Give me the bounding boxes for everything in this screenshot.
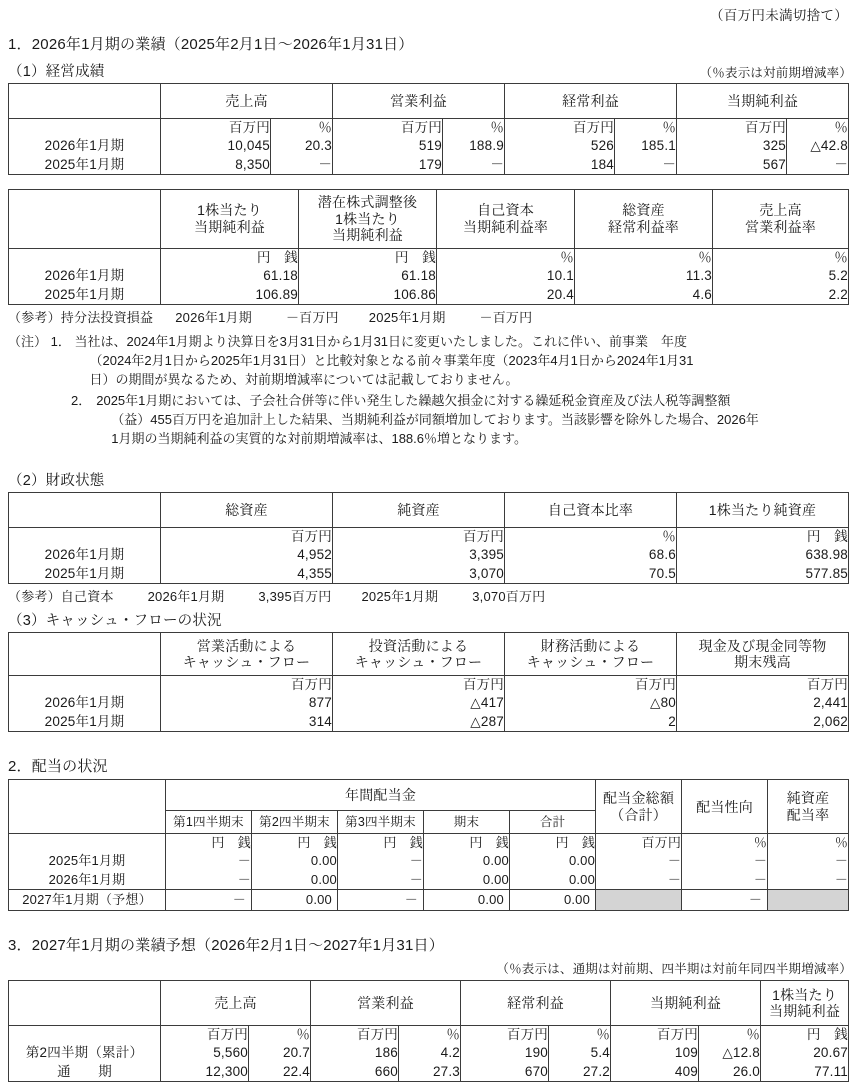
col-header-diluted-eps-line2: 1株当たり (299, 211, 436, 228)
table-financial-position (8, 492, 849, 584)
row-label-fy2025: 2025年1月期 (9, 564, 161, 584)
row-label-fy2026: 2026年1月期 (9, 545, 161, 564)
cell-op-amount-2025: 179 (333, 155, 443, 175)
section1-sub1-heading: （1）経営成績 (8, 60, 104, 81)
section1-sub3-heading: （3）キャッシュ・フローの状況 (8, 609, 858, 630)
cell-operating-margin-2026: 5.2 (713, 266, 849, 285)
cell-equity-ratio-2025: 70.5 (505, 564, 677, 584)
col-header-year-end: 期末 (424, 811, 510, 834)
col-header-sales: 売上高 (161, 981, 311, 1026)
table-row (9, 870, 849, 890)
unit-op-amount: 百万円 (333, 119, 443, 137)
cell-q3-2026: － (338, 870, 424, 890)
equity-reference (8, 586, 858, 605)
unit-eps: 円 銭 (761, 1026, 849, 1044)
cell-net-amount-2025: 567 (677, 155, 787, 175)
cell-cash-balance-2026: 2,441 (677, 693, 849, 712)
col-header-annual-dividend: 年間配当金 (166, 780, 596, 811)
row-label-fy2025: 2025年1月期 (9, 155, 161, 175)
unit-roe: ％ (437, 249, 575, 267)
cell-total-dividends-2025: － (596, 851, 682, 870)
cell-q3-2027: － (338, 890, 424, 911)
cell-financing-cf-2026: △80 (505, 693, 677, 712)
section1-heading: 1．2026年1月期の業績（2025年2月1日～2026年1月31日） (8, 33, 858, 54)
cell-sales-pct-h1: 20.7 (249, 1043, 311, 1062)
table-row (9, 545, 849, 564)
unit-bps: 円 銭 (677, 528, 849, 546)
section1-sub1-note: （％表示は対前期増減率） (700, 63, 858, 81)
col-header-eps (161, 190, 299, 249)
note-1-line2: （2024年2月1日から2025年1月31日）と比較対象となる前々事業年度（2023年4月1日から2024年1月31 (75, 351, 858, 370)
equity-ref-value1: 3,395百万円 (258, 589, 331, 604)
col-header-operating-margin-line2: 営業利益率 (713, 219, 848, 236)
cell-op-amount-h1: 186 (311, 1043, 399, 1062)
unit-ord-pct: ％ (549, 1026, 611, 1044)
unit-row (9, 528, 849, 546)
table-row (9, 1062, 849, 1082)
unit-dividend-on-equity: ％ (768, 834, 849, 852)
financial-summary-page (0, 4, 858, 1028)
unit-equity-ratio: ％ (505, 528, 677, 546)
cell-total-2025: 0.00 (510, 851, 596, 870)
table-row (9, 693, 849, 712)
row-label-h1-cumulative: 第2四半期（累計） (9, 1043, 161, 1062)
table-header-row-top (9, 780, 849, 811)
cell-payout-ratio-2026: － (682, 870, 768, 890)
col-header-roa-line2: 経常利益率 (575, 219, 712, 236)
cell-ord-pct-2026: 185.1 (615, 136, 677, 155)
col-header-net-profit: 当期純利益 (677, 84, 849, 119)
col-header-bps: 1株当たり純資産 (677, 493, 849, 528)
cell-q2-2025: 0.00 (252, 851, 338, 870)
col-header-financing-cf (505, 633, 677, 676)
unit-net-pct: ％ (699, 1026, 761, 1044)
col-header-total-assets: 総資産 (161, 493, 333, 528)
equity-method-period1: 2026年1月期 (175, 310, 252, 325)
col-header-cash-balance (677, 633, 849, 676)
col-header-operating-margin-line1: 売上高 (713, 202, 848, 219)
unit-q2: 円 銭 (252, 834, 338, 852)
unit-row (9, 676, 849, 694)
cell-op-amount-2026: 519 (333, 136, 443, 155)
equity-method-prefix: （参考）持分法投資損益 (8, 310, 153, 325)
corner-cell (9, 190, 161, 249)
cell-eps-h1: 20.67 (761, 1043, 849, 1062)
unit-row-label-blank (9, 119, 161, 137)
cell-operating-cf-2026: 877 (161, 693, 333, 712)
col-header-financing-cf-line1: 財務活動による (505, 638, 676, 655)
col-header-operating-cf-line1: 営業活動による (161, 638, 332, 655)
row-label-fy2026: 2026年1月期 (9, 693, 161, 712)
cell-roe-2025: 20.4 (437, 285, 575, 305)
col-header-eps-line2: 当期純利益 (761, 1003, 848, 1020)
unit-row-label-blank (9, 528, 161, 546)
table-row (9, 155, 849, 175)
cell-total-dividends-2027-shaded (596, 890, 682, 911)
cell-net-amount-2026: 325 (677, 136, 787, 155)
col-header-eps (761, 981, 849, 1026)
cell-net-amount-fy: 409 (611, 1062, 699, 1082)
unit-op-pct: ％ (443, 119, 505, 137)
cell-diluted-eps-2026: 61.18 (299, 266, 437, 285)
equity-ref-prefix: （参考）自己資本 (8, 589, 114, 604)
row-label-fy2026: 2026年1月期 (9, 266, 161, 285)
unit-net-pct: ％ (787, 119, 849, 137)
cell-bps-2026: 638.98 (677, 545, 849, 564)
col-header-cash-balance-line1: 現金及び現金同等物 (677, 638, 848, 655)
col-header-dividend-on-equity (768, 780, 849, 834)
section1-sub2-heading: （2）財政状態 (8, 469, 858, 490)
unit-row-label-blank (9, 249, 161, 267)
table-forecast (8, 980, 849, 1082)
col-header-operating-cf-line2: キャッシュ・フロー (161, 654, 332, 671)
equity-ref-period1: 2026年1月期 (148, 589, 225, 604)
cell-sales-amount-2025: 8,350 (161, 155, 271, 175)
col-header-eps-line1: 1株当たり (161, 202, 298, 219)
table-header-row (9, 981, 849, 1026)
cell-roa-2025: 4.6 (575, 285, 713, 305)
row-label-fy2025: 2025年1月期 (9, 285, 161, 305)
cell-total-assets-2025: 4,355 (161, 564, 333, 584)
col-header-q1: 第1四半期末 (166, 811, 252, 834)
cell-ord-amount-2025: 184 (505, 155, 615, 175)
cell-bps-2025: 577.85 (677, 564, 849, 584)
col-header-operating-margin (713, 190, 849, 249)
col-header-investing-cf (333, 633, 505, 676)
unit-investing-cf: 百万円 (333, 676, 505, 694)
corner-cell (9, 84, 161, 119)
col-header-total-dividends (596, 780, 682, 834)
unit-year-end: 円 銭 (424, 834, 510, 852)
cell-sales-amount-2026: 10,045 (161, 136, 271, 155)
col-header-diluted-eps-line1: 潜在株式調整後 (299, 194, 436, 211)
cell-net-pct-h1: △12.8 (699, 1043, 761, 1062)
cell-op-pct-fy: 27.3 (399, 1062, 461, 1082)
cell-eps-fy: 77.11 (761, 1062, 849, 1082)
col-header-financing-cf-line2: キャッシュ・フロー (505, 654, 676, 671)
unit-row (9, 834, 849, 852)
unit-row (9, 249, 849, 267)
note-2-number: 2． (71, 391, 91, 449)
col-header-cash-balance-line2: 期末残高 (677, 654, 848, 671)
col-header-ordinary-profit: 経常利益 (461, 981, 611, 1026)
unit-payout-ratio: ％ (682, 834, 768, 852)
col-header-diluted-eps (299, 190, 437, 249)
rounding-note: （百万円未満切捨て） (0, 4, 858, 24)
unit-operating-cf: 百万円 (161, 676, 333, 694)
note-1-line3: 日）の期間が異なるため、対前期増減率については記載しておりません。 (75, 370, 858, 389)
note-2-line1: 2025年1月期においては、子会社合併等に伴い発生した繰越欠損金に対する繰延税金資産及び法人税等調整額 (96, 391, 858, 410)
row-label-full-year: 通 期 (9, 1062, 161, 1082)
table-header-row (9, 493, 849, 528)
col-header-q3: 第3四半期末 (338, 811, 424, 834)
note-item (8, 332, 858, 390)
row-label-fy2027-forecast: 2027年1月期（予想） (9, 890, 166, 911)
unit-sales-amount: 百万円 (161, 119, 271, 137)
corner-cell (9, 981, 161, 1026)
cell-cash-balance-2025: 2,062 (677, 712, 849, 732)
unit-diluted-eps: 円 銭 (299, 249, 437, 267)
unit-total-assets: 百万円 (161, 528, 333, 546)
table-header-row (9, 190, 849, 249)
equity-method-value2: －百万円 (480, 310, 533, 325)
unit-eps: 円 銭 (161, 249, 299, 267)
cell-ord-amount-h1: 190 (461, 1043, 549, 1062)
cell-sales-pct-2026: 20.3 (271, 136, 333, 155)
cell-q1-2025: － (166, 851, 252, 870)
cell-roe-2026: 10.1 (437, 266, 575, 285)
cell-total-assets-2026: 4,952 (161, 545, 333, 564)
cell-financing-cf-2025: 2 (505, 712, 677, 732)
table-row (9, 1043, 849, 1062)
table-header-row (9, 633, 849, 676)
col-header-ordinary-profit: 経常利益 (505, 84, 677, 119)
equity-ref-value2: 3,070百万円 (472, 589, 545, 604)
cell-ord-amount-2026: 526 (505, 136, 615, 155)
table-operating-results (8, 83, 849, 175)
cell-op-amount-fy: 660 (311, 1062, 399, 1082)
section3-note: （％表示は、通期は対前期、四半期は対前年同四半期増減率） (0, 959, 858, 977)
cell-ord-pct-h1: 5.4 (549, 1043, 611, 1062)
cell-payout-ratio-2025: － (682, 851, 768, 870)
col-header-investing-cf-line2: キャッシュ・フロー (333, 654, 504, 671)
table-row-forecast (9, 890, 849, 911)
table-cash-flow (8, 632, 849, 732)
note-2-body (91, 391, 858, 449)
unit-ord-amount: 百万円 (505, 119, 615, 137)
table-row (9, 564, 849, 584)
notes-block (8, 332, 858, 448)
cell-net-assets-2026: 3,395 (333, 545, 505, 564)
note-item (71, 391, 858, 449)
unit-q3: 円 銭 (338, 834, 424, 852)
cell-operating-cf-2025: 314 (161, 712, 333, 732)
corner-cell (9, 780, 166, 834)
unit-ord-pct: ％ (615, 119, 677, 137)
col-header-roe-line1: 自己資本 (437, 202, 574, 219)
unit-operating-margin: ％ (713, 249, 849, 267)
cell-total-2026: 0.00 (510, 870, 596, 890)
notes-label: （注） 1． (8, 332, 75, 390)
col-header-q2: 第2四半期末 (252, 811, 338, 834)
unit-op-pct: ％ (399, 1026, 461, 1044)
note-2-line3: 1月期の当期純利益の実質的な対前期増減率は、188.6％増となります。 (96, 429, 858, 448)
unit-sales-amount: 百万円 (161, 1026, 249, 1044)
note-1-body (75, 332, 858, 390)
cell-year-end-2025: 0.00 (424, 851, 510, 870)
section2-heading: 2．配当の状況 (8, 755, 858, 776)
col-header-eps-line1: 1株当たり (761, 987, 848, 1004)
cell-sales-amount-h1: 5,560 (161, 1043, 249, 1062)
unit-op-amount: 百万円 (311, 1026, 399, 1044)
cell-roa-2026: 11.3 (575, 266, 713, 285)
cell-net-assets-2025: 3,070 (333, 564, 505, 584)
cell-dividend-on-equity-2027-shaded (768, 890, 849, 911)
col-header-dividend-on-equity-line2: 配当率 (768, 807, 848, 824)
cell-op-pct-h1: 4.2 (399, 1043, 461, 1062)
cell-sales-amount-fy: 12,300 (161, 1062, 249, 1082)
col-header-payout-ratio: 配当性向 (682, 780, 768, 834)
col-header-total: 合計 (510, 811, 596, 834)
unit-net-amount: 百万円 (677, 119, 787, 137)
unit-net-amount: 百万円 (611, 1026, 699, 1044)
col-header-operating-profit: 営業利益 (333, 84, 505, 119)
cell-payout-ratio-2027: － (682, 890, 768, 911)
table-row (9, 712, 849, 732)
unit-total: 円 銭 (510, 834, 596, 852)
cell-q2-2027: 0.00 (252, 890, 338, 911)
cell-dividend-on-equity-2026: － (768, 870, 849, 890)
col-header-dividend-on-equity-line1: 純資産 (768, 790, 848, 807)
row-label-fy2026: 2026年1月期 (9, 136, 161, 155)
col-header-net-profit: 当期純利益 (611, 981, 761, 1026)
table-header-row (9, 84, 849, 119)
unit-row (9, 1026, 849, 1044)
cell-q1-2027: － (166, 890, 252, 911)
cell-q2-2026: 0.00 (252, 870, 338, 890)
col-header-total-dividends-line1: 配当金総額 (596, 790, 681, 807)
row-label-fy2025: 2025年1月期 (9, 851, 166, 870)
col-header-equity-ratio: 自己資本比率 (505, 493, 677, 528)
table-row (9, 136, 849, 155)
cell-year-end-2027: 0.00 (424, 890, 510, 911)
cell-dividend-on-equity-2025: － (768, 851, 849, 870)
cell-q3-2025: － (338, 851, 424, 870)
table-row (9, 285, 849, 305)
cell-equity-ratio-2026: 68.6 (505, 545, 677, 564)
unit-roa: ％ (575, 249, 713, 267)
cell-sales-pct-2025: － (271, 155, 333, 175)
col-header-operating-cf (161, 633, 333, 676)
cell-total-dividends-2026: － (596, 870, 682, 890)
cell-total-2027: 0.00 (510, 890, 596, 911)
table-row (9, 851, 849, 870)
note-1-number: 1． (51, 334, 71, 349)
corner-cell (9, 493, 161, 528)
cell-ord-pct-fy: 27.2 (549, 1062, 611, 1082)
cell-eps-2025: 106.89 (161, 285, 299, 305)
cell-net-amount-h1: 109 (611, 1043, 699, 1062)
cell-ord-pct-2025: － (615, 155, 677, 175)
cell-investing-cf-2026: △417 (333, 693, 505, 712)
unit-financing-cf: 百万円 (505, 676, 677, 694)
table-row (9, 266, 849, 285)
corner-cell (9, 633, 161, 676)
cell-net-pct-2026: △42.8 (787, 136, 849, 155)
table-dividends (8, 779, 849, 911)
col-header-total-dividends-line2: （合計） (596, 807, 681, 824)
unit-row-label-blank (9, 834, 166, 852)
unit-row-label-blank (9, 1026, 161, 1044)
col-header-net-assets: 純資産 (333, 493, 505, 528)
section1-sub1-headerbar (0, 60, 858, 81)
cell-sales-pct-fy: 22.4 (249, 1062, 311, 1082)
note-2-line2: （益）455百万円を追加計上した結果、当期純利益が同額増加しております。当該影響を除外した場合、2026年 (96, 410, 858, 429)
cell-net-pct-fy: 26.0 (699, 1062, 761, 1082)
unit-sales-pct: ％ (271, 119, 333, 137)
cell-op-pct-2025: － (443, 155, 505, 175)
table-per-share-indicators (8, 189, 849, 305)
col-header-diluted-eps-line3: 当期純利益 (299, 227, 436, 244)
equity-method-value1: －百万円 (286, 310, 339, 325)
row-label-fy2025: 2025年1月期 (9, 712, 161, 732)
col-header-roe-line2: 当期純利益率 (437, 219, 574, 236)
col-header-eps-line2: 当期純利益 (161, 219, 298, 236)
unit-row-label-blank (9, 676, 161, 694)
col-header-roa (575, 190, 713, 249)
cell-operating-margin-2025: 2.2 (713, 285, 849, 305)
col-header-operating-profit: 営業利益 (311, 981, 461, 1026)
cell-ord-amount-fy: 670 (461, 1062, 549, 1082)
unit-sales-pct: ％ (249, 1026, 311, 1044)
cell-op-pct-2026: 188.9 (443, 136, 505, 155)
note-1-line1: 当社は、2024年1月期より決算日を3月31日から1月31日に変更いたしました。これに伴い、前事業 年度 (75, 332, 858, 351)
equity-method-period2: 2025年1月期 (369, 310, 446, 325)
col-header-sales: 売上高 (161, 84, 333, 119)
unit-ord-amount: 百万円 (461, 1026, 549, 1044)
unit-q1: 円 銭 (166, 834, 252, 852)
equity-method-reference (8, 307, 858, 326)
cell-q1-2026: － (166, 870, 252, 890)
unit-net-assets: 百万円 (333, 528, 505, 546)
cell-year-end-2026: 0.00 (424, 870, 510, 890)
col-header-roa-line1: 総資産 (575, 202, 712, 219)
cell-investing-cf-2025: △287 (333, 712, 505, 732)
col-header-investing-cf-line1: 投資活動による (333, 638, 504, 655)
unit-row (9, 119, 849, 137)
cell-diluted-eps-2025: 106.86 (299, 285, 437, 305)
equity-ref-period2: 2025年1月期 (362, 589, 439, 604)
cell-eps-2026: 61.18 (161, 266, 299, 285)
cell-net-pct-2025: － (787, 155, 849, 175)
section3-heading: 3．2027年1月期の業績予想（2026年2月1日～2027年1月31日） (8, 934, 858, 955)
col-header-roe (437, 190, 575, 249)
unit-cash-balance: 百万円 (677, 676, 849, 694)
unit-total-dividends: 百万円 (596, 834, 682, 852)
row-label-fy2026: 2026年1月期 (9, 870, 166, 890)
